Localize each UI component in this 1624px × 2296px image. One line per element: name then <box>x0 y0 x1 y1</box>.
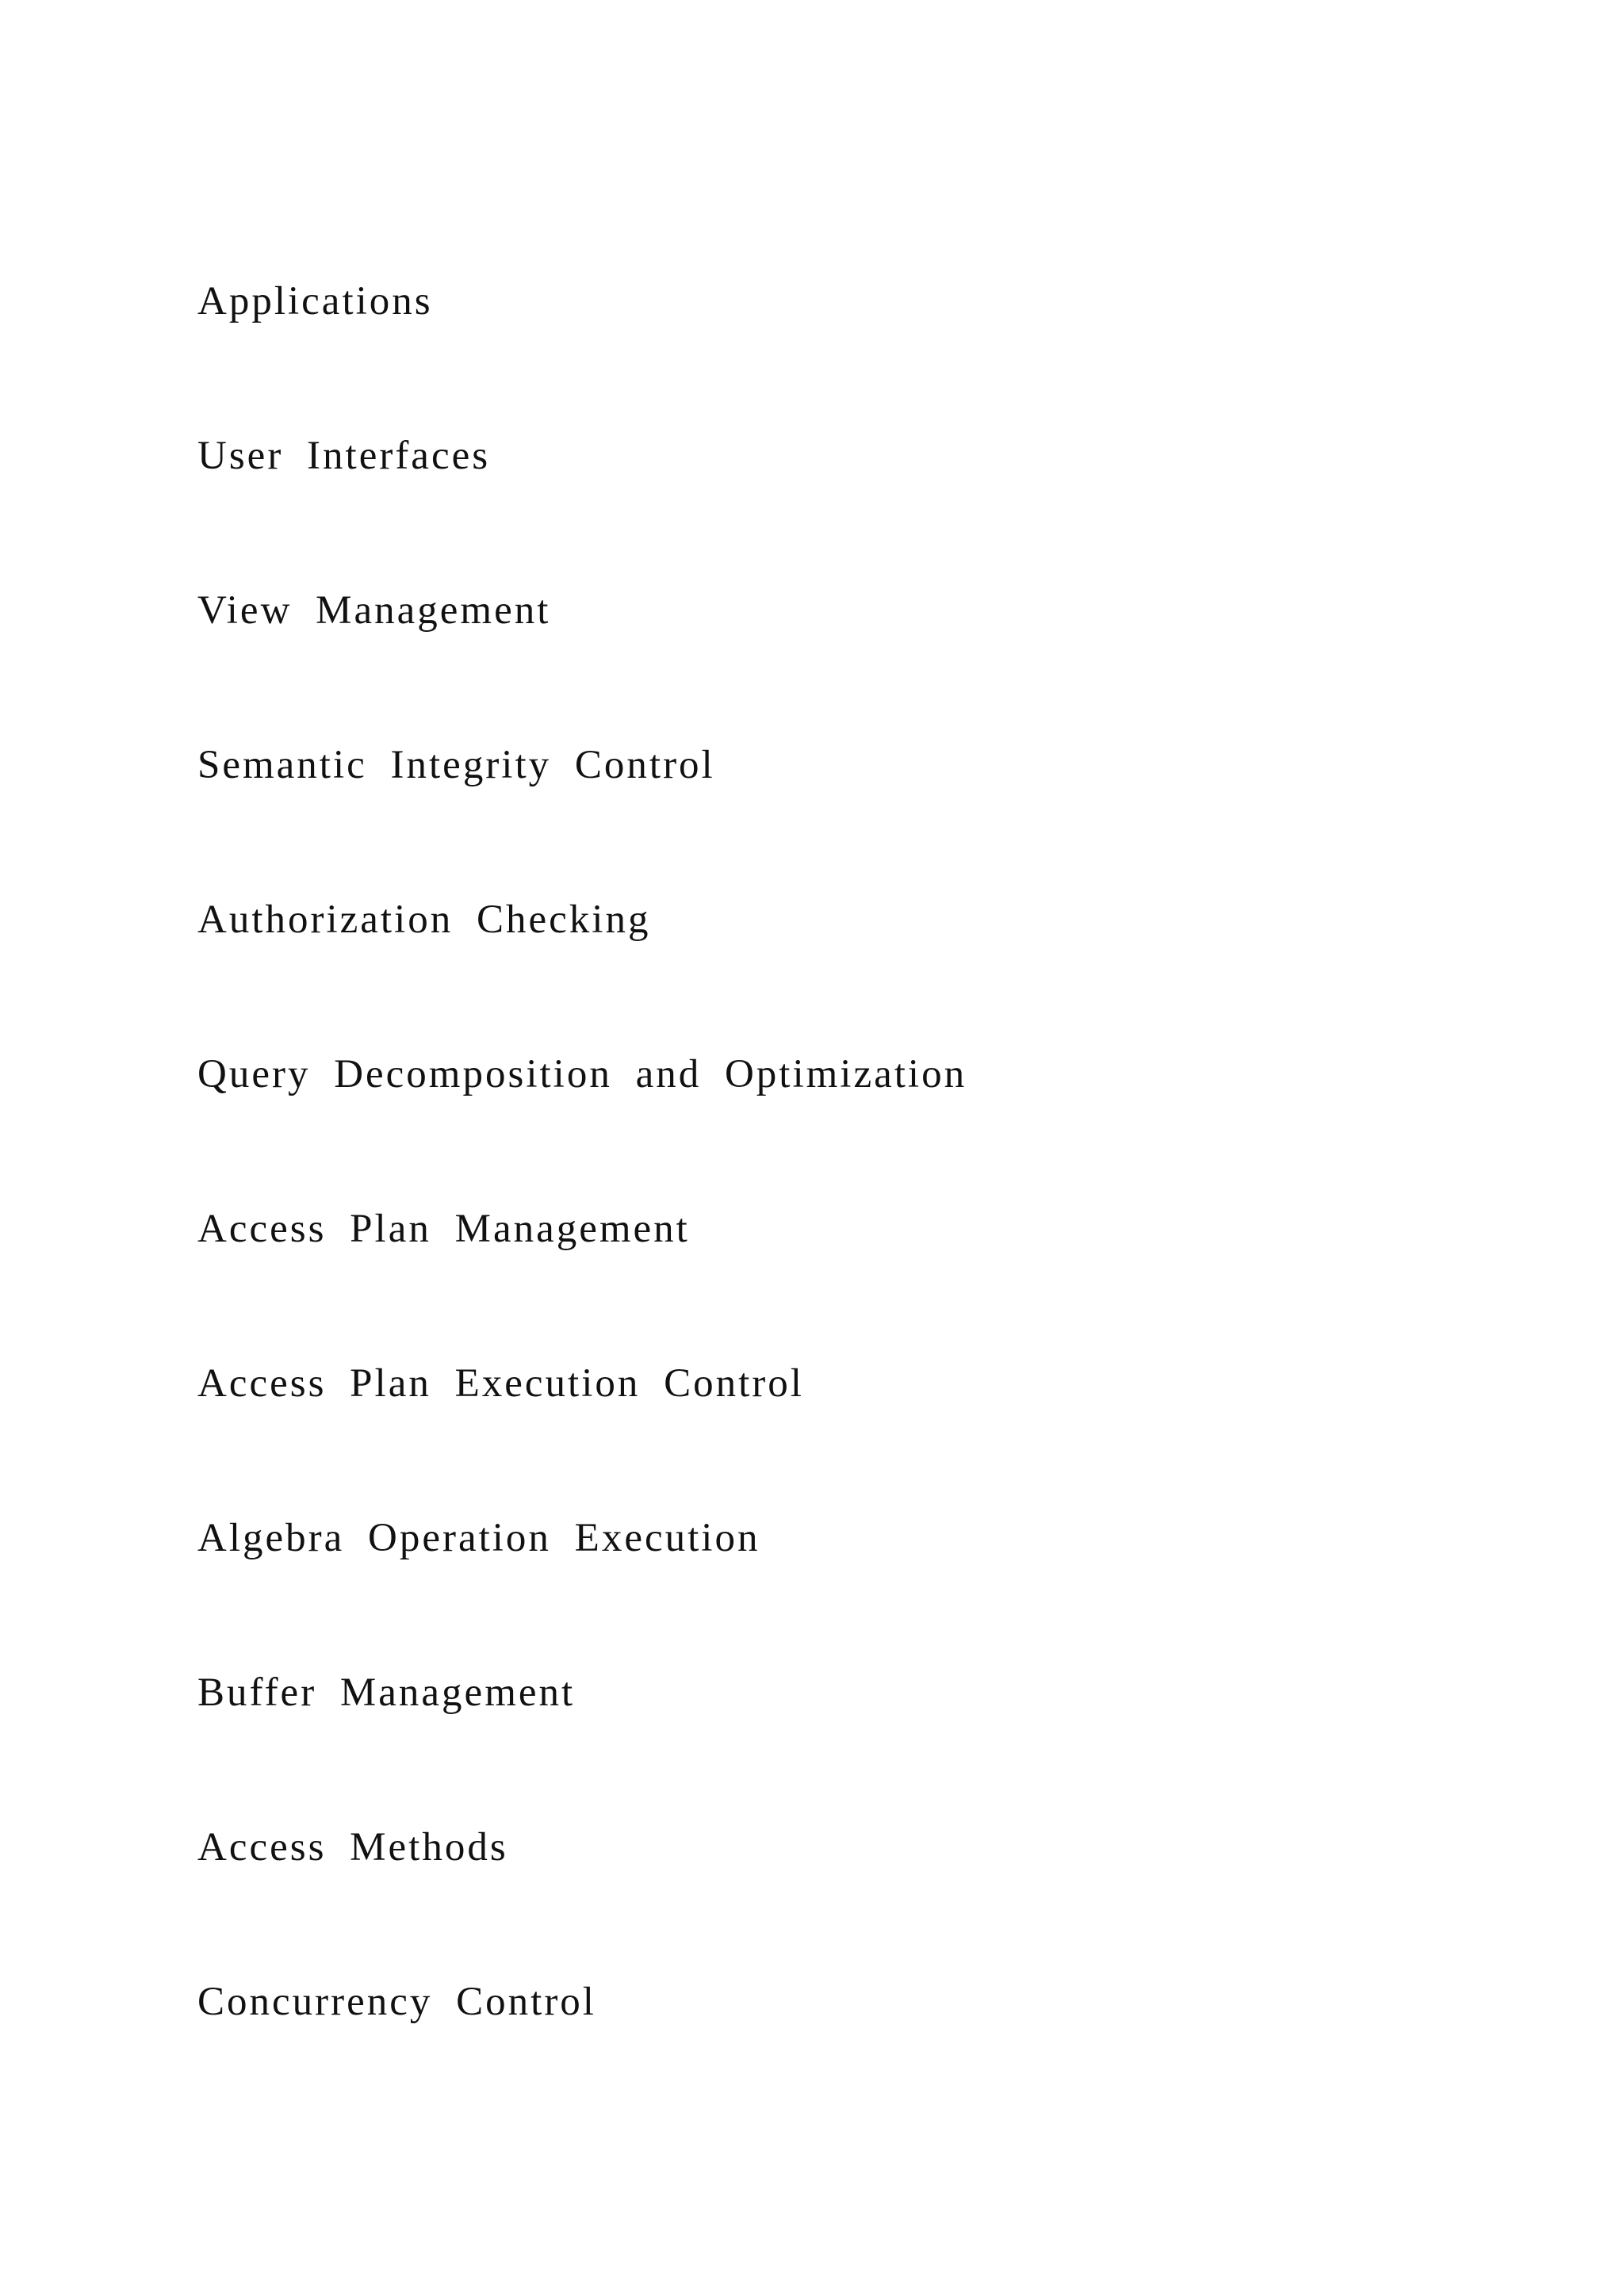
text-line-algebra-operation-execution: Algebra Operation Execution <box>197 1516 760 1560</box>
text-line-access-methods: Access Methods <box>197 1825 508 1869</box>
text-line-query-decomposition: Query Decomposition and Optimization <box>197 1052 967 1096</box>
text-line-view-management: View Management <box>197 588 551 633</box>
text-line-access-plan-execution-control: Access Plan Execution Control <box>197 1361 804 1406</box>
text-line-concurrency-control: Concurrency Control <box>197 1980 596 2024</box>
text-line-access-plan-management: Access Plan Management <box>197 1207 690 1251</box>
text-line-authorization-checking: Authorization Checking <box>197 897 651 942</box>
text-line-semantic-integrity-control: Semantic Integrity Control <box>197 743 715 787</box>
text-line-applications: Applications <box>197 279 433 323</box>
text-line-list <box>197 262 967 2117</box>
text-line-buffer-management: Buffer Management <box>197 1670 576 1715</box>
text-line-user-interfaces: User Interfaces <box>197 434 491 478</box>
